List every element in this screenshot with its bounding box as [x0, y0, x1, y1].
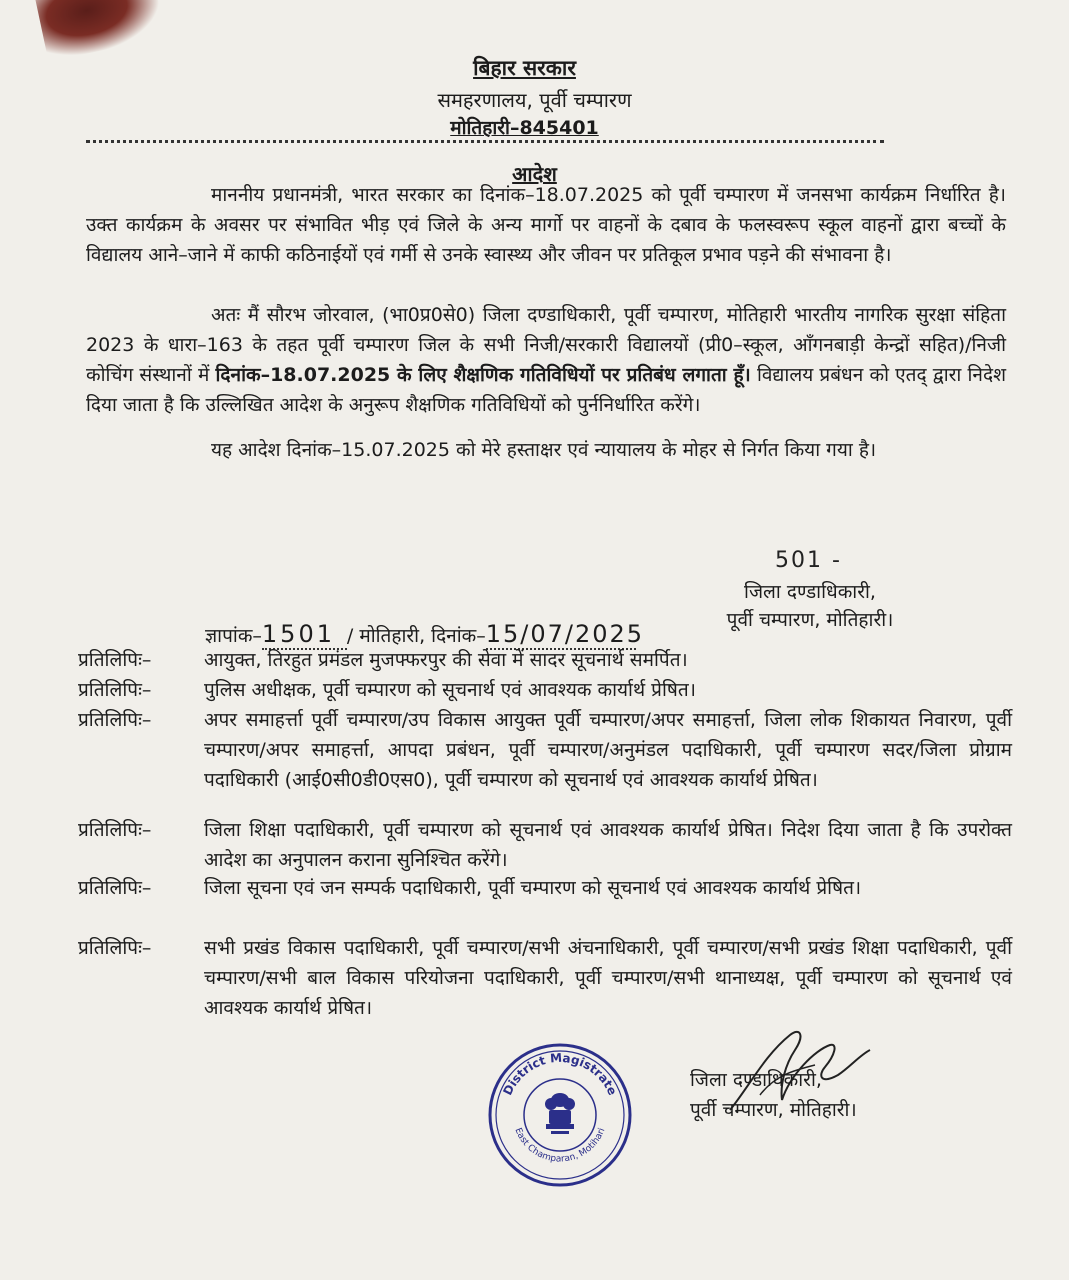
ink-stain	[34, 0, 166, 62]
copy-text: आयुक्त, तिरहुत प्रमंडल मुजफ्फरपुर की सेवा में सादर सूचनार्थ समर्पित।	[204, 649, 688, 671]
handwritten-number: 501 -	[775, 548, 842, 573]
copy-entry	[78, 815, 1012, 875]
office-name: समहरणालय, पूर्वी चम्पारण	[437, 88, 632, 112]
copy-label: प्रतिलिपिः–	[78, 649, 152, 671]
district-magistrate-seal	[485, 1040, 635, 1190]
copy-entry	[78, 873, 1012, 903]
header-divider	[86, 140, 884, 143]
copy-label: प्रतिलिपिः–	[78, 937, 152, 959]
memo-separator: / मोतिहारी, दिनांक–	[346, 625, 486, 647]
copy-label: प्रतिलिपिः–	[78, 877, 152, 899]
order-paragraph-2	[86, 300, 1006, 420]
national-emblem-icon	[545, 1093, 575, 1134]
copy-text: जिला शिक्षा पदाधिकारी, पूर्वी चम्पारण को सूचनार्थ एवं आवश्यक कार्यार्थ प्रेषित। निदेश दिया जाता है कि उपरोक्त आदेश का अनुपालन कराना सुनिश्चित करेंगे।	[204, 819, 1012, 871]
copy-text: सभी प्रखंड विकास पदाधिकारी, पूर्वी चम्पारण/सभी अंचनाधिकारी, पूर्वी चम्पारण/सभी प्रखंड शिक्षा पदाधिकारी, पूर्वी चम्पारण/सभी बाल विकास परियोजना पदाधिकारी, पूर्वी चम्पारण/सभी थानाध्यक्ष, पूर्वी चम्पारण को सूचनार्थ एवं आवश्यक कार्यार्थ प्रेषित।	[204, 937, 1012, 1019]
memo-number: 1501	[262, 620, 347, 650]
copy-text: अपर समाहर्त्ता पूर्वी चम्पारण/उप विकास आयुक्त पूर्वी चम्पारण/अपर समाहर्त्ता, जिला लोक शिकायत निवारण, पूर्वी चम्पारण/अपर समाहर्त्ता, आपदा प्रबंधन, पूर्वी चम्पारण/अनुमंडल पदाधिकारी, पूर्वी चम्पारण सदर/जिला प्रोग्राम पदाधिकारी (आई0सी0डी0एस0), पूर्वी चम्पारण को सूचनार्थ एवं आवश्यक कार्यार्थ प्रेषित।	[204, 709, 1012, 791]
order-paragraph-2-part-a: अतः मैं सौरभ जोरवाल, (भा0प्र0से0) जिला दण्डाधिकारी, पूर्वी चम्पारण, मोतिहारी भारतीय नागरिक सुरक्षा संहिता 2023 के धारा–163 के तहत पूर्वी चम्पारण जिल के सभी निजी/सरकारी विद्यालयों (प्री0–स्कूल, आँगनबाड़ी केन्द्रों सहित)/निजी कोचिंग संस्थानों में	[86, 304, 1006, 386]
copy-entry	[78, 675, 1012, 705]
copy-text: जिला सूचना एवं जन सम्पर्क पदाधिकारी, पूर्वी चम्पारण को सूचनार्थ एवं आवश्यक कार्यार्थ प्रेषित।	[204, 877, 862, 899]
copy-entry	[78, 705, 1012, 795]
seal-top-text: District Magistrate	[500, 1050, 620, 1098]
signature-title: जिला दण्डाधिकारी,	[744, 581, 876, 603]
seal-bottom-text: East Champaran, Motihari	[512, 1126, 608, 1165]
memo-label: ज्ञापांक–	[205, 625, 262, 647]
order-paragraph-2-bold: दिनांक–18.07.2025 के लिए शैक्षणिक गतिविधियों पर प्रतिबंध लगाता हूँ।	[215, 364, 751, 386]
signature-place: पूर्वी चम्पारण, मोतिहारी।	[690, 1099, 857, 1121]
copy-entry	[78, 645, 1012, 675]
signature-title: जिला दण्डाधिकारी,	[690, 1069, 822, 1091]
order-paragraph-3: यह आदेश दिनांक–15.07.2025 को मेरे हस्ताक्षर एवं न्यायालय के मोहर से निर्गत किया गया है।	[211, 439, 877, 461]
office-city: मोतिहारी–845401	[450, 117, 599, 139]
copy-text: पुलिस अधीक्षक, पूर्वी चम्पारण को सूचनार्थ एवं आवश्यक कार्यार्थ प्रेषित।	[204, 679, 696, 701]
copy-label: प्रतिलिपिः–	[78, 819, 152, 841]
copy-entry	[78, 933, 1012, 1023]
order-title: आदेश	[512, 162, 557, 186]
copy-label: प्रतिलिपिः–	[78, 679, 152, 701]
signature-block-2	[690, 1065, 857, 1125]
order-paragraph-1: माननीय प्रधानमंत्री, भारत सरकार का दिनांक–18.07.2025 को पूर्वी चम्पारण में जनसभा कार्यक्रम निर्धारित है। उक्त कार्यक्रम के अवसर पर संभावित भीड़ एवं जिले के अन्य मार्गो पर वाहनों के दबाव के फलस्वरूप स्कूल वाहनों द्वारा बच्चों के विद्यालय आने–जाने में काफी कठिनाईयों एवं गर्मी से उनके स्वास्थ्य और जीवन पर प्रतिकूल प्रभाव पड़ने की संभावना है।	[86, 184, 1006, 266]
signature-place: पूर्वी चम्पारण, मोतिहारी।	[726, 609, 894, 631]
government-title: बिहार सरकार	[473, 56, 576, 80]
memo-date: 15/07/2025	[485, 620, 645, 648]
signature-block-1	[700, 578, 920, 634]
copy-label: प्रतिलिपिः–	[78, 709, 152, 731]
order-paragraph-2-part-b: विद्यालय प्रबंधन को एतद् द्वारा निदेश दिया जाता है कि उल्लिखित आदेश के अनुरूप शैक्षणिक गतिविधियों को पुर्ननिर्धारित करेंगे।	[86, 364, 1006, 416]
